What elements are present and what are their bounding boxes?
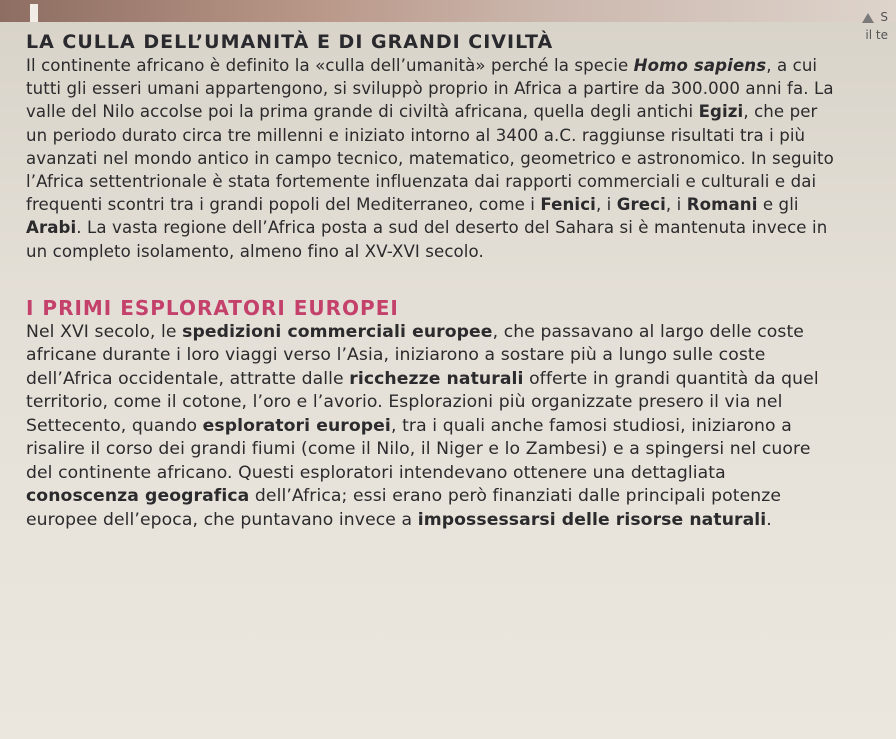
esploratori-text-run: . <box>766 509 772 530</box>
esploratori-text-run: dell’Africa; essi erano però finanziati dalle principali potenze europee dell’epoca, che puntavano invece a <box>26 486 782 530</box>
culla-bold-term: Egizi <box>698 102 744 122</box>
culla-text-run: , che per un periodo durato circa tre millenni e iniziato intorno al 3400 a.C. raggiunse risultati tra i più avanzati nel mondo antico in campo tecnico, matematico, geometrico e astronomico. In seguito l’Africa settentrionale è stata fortemente influenzata dai rapporti commerciali e culturali e dai frequenti scontri tra i grandi popoli del Mediterraneo, come i <box>26 102 834 215</box>
culla-text-run: Il continente africano è definito la «culla dell’umanità» perché la specie <box>26 56 634 75</box>
paragraph-esploratori <box>26 321 838 533</box>
esploratori-text-run: offerte in grandi quantità da quel territorio, come il cotone, l’oro e l’avorio. Esplorazioni più organizzate presero il via nel Settecento, quando <box>26 368 819 436</box>
esploratori-text-run: , tra i quali anche famosi studiosi, iniziarono a risalire il corso dei grandi fiumi (come il Nilo, il Niger e lo Zambesi) e a spingersi nel cuore del continente africano. Questi esploratori intendevano ottenere una dettagliata <box>26 415 811 483</box>
culla-text-run: . La vasta regione dell’Africa posta a sud del deserto del Sahara si è mantenuta invece in un completo isolamento, almeno fino al XV-XVI secolo. <box>26 218 828 261</box>
margin-note <box>862 8 888 44</box>
culla-bold-term: Fenici <box>540 195 596 215</box>
section-title-culla: LA CULLA DELL’UMANITÀ E DI GRANDI CIVILTÀ <box>26 31 554 53</box>
culla-text-run: , a cui tutti gli esseri umani appartengono, si sviluppò proprio in Africa a partire da 300.000 anni fa. La valle del Nilo accolse poi la prima grande di civiltà africana, quella degli antichi <box>26 56 834 122</box>
page-top-band <box>0 0 896 22</box>
esploratori-bold-term: conoscenza geografica <box>26 486 250 507</box>
culla-bold-term: Homo sapiens <box>633 56 767 75</box>
triangle-icon <box>862 13 874 23</box>
paragraph-culla <box>26 54 838 263</box>
document-body <box>26 30 838 532</box>
esploratori-bold-term: esploratori europei <box>202 415 391 436</box>
decorative-stripe <box>30 4 38 22</box>
culla-text-run: e gli <box>757 195 799 215</box>
esploratori-text-run: Nel XVI secolo, le <box>26 321 183 342</box>
esploratori-bold-term: impossessarsi delle risorse naturali <box>417 509 767 530</box>
culla-bold-term: Greci <box>616 195 666 215</box>
culla-bold-term: Arabi <box>26 218 77 238</box>
margin-note-line2: il te <box>865 28 888 42</box>
culla-text-run: , i <box>595 195 617 215</box>
culla-bold-term: Romani <box>686 195 758 215</box>
margin-note-line1: S <box>880 10 888 24</box>
section-title-esploratori: I PRIMI ESPLORATORI EUROPEI <box>26 295 399 320</box>
esploratori-bold-term: ricchezze naturali <box>349 368 524 389</box>
culla-text-run: , i <box>665 195 687 215</box>
esploratori-text-run: , che passavano al largo delle coste africane durante i loro viaggi verso l’Asia, iniziarono a sostare più a lungo sulle coste dell’Africa occidentale, attratte dalle <box>26 321 804 389</box>
esploratori-bold-term: spedizioni commerciali europee <box>182 321 493 342</box>
